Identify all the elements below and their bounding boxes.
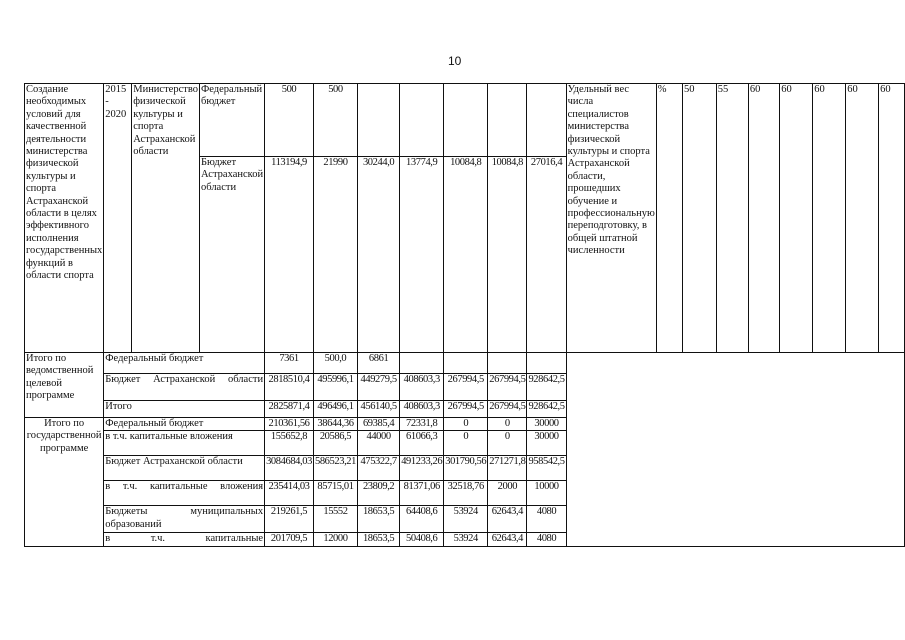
value-cell: 219261,5 — [265, 506, 314, 533]
value-cell: 10084,8 — [444, 157, 488, 353]
value-cell: 4080 — [527, 533, 566, 546]
indicator-value: 60 — [879, 84, 905, 353]
value-cell — [527, 84, 566, 157]
value-cell: 23809,2 — [358, 481, 400, 506]
value-cell: 500 — [313, 84, 357, 157]
indicator-value: 50 — [683, 84, 717, 353]
value-cell: 456140,5 — [358, 401, 400, 418]
value-cell: 500,0 — [313, 353, 357, 374]
value-cell — [400, 353, 444, 374]
row-name: Федеральный бюджет — [104, 418, 265, 431]
value-cell: 50408,6 — [400, 533, 444, 546]
value-cell: 62643,4 — [488, 506, 527, 533]
value-cell: 267994,5 — [488, 401, 527, 418]
value-cell: 2818510,4 — [265, 374, 314, 401]
value-cell: 72331,8 — [400, 418, 444, 431]
value-cell: 928642,5 — [527, 401, 566, 418]
value-cell: 27016,4 — [527, 157, 566, 353]
value-cell: 4080 — [527, 506, 566, 533]
value-cell: 13774,9 — [400, 157, 444, 353]
row-name: Итого — [104, 401, 265, 418]
value-cell: 495996,1 — [313, 374, 357, 401]
value-cell: 53924 — [444, 506, 488, 533]
value-cell: 62643,4 — [488, 533, 527, 546]
value-cell: 6861 — [358, 353, 400, 374]
source-federal: Федеральный бюджет — [199, 84, 264, 157]
value-cell: 235414,03 — [265, 481, 314, 506]
value-cell: 267994,5 — [444, 401, 488, 418]
value-cell: 113194,9 — [265, 157, 314, 353]
value-cell: 958542,5 — [527, 456, 566, 481]
value-cell: 201709,5 — [265, 533, 314, 546]
empty-indicator-area — [566, 353, 904, 547]
value-cell: 496496,1 — [313, 401, 357, 418]
value-cell: 10000 — [527, 481, 566, 506]
value-cell: 0 — [488, 431, 527, 456]
value-cell: 64408,6 — [400, 506, 444, 533]
row-name: Бюджет Астраханской области — [104, 456, 265, 481]
value-cell: 61066,3 — [400, 431, 444, 456]
task-cell: Создание необходимых условий для качественной деятельности министерства физической культуры и спорта Астраханской области в целях эффективного исполнения государственных функций в области спорта — [25, 84, 104, 353]
value-cell: 210361,56 — [265, 418, 314, 431]
value-cell — [400, 84, 444, 157]
value-cell: 18653,5 — [358, 506, 400, 533]
value-cell: 301790,56 — [444, 456, 488, 481]
indicator-value: 60 — [780, 84, 813, 353]
value-cell: 7361 — [265, 353, 314, 374]
indicator-cell: Удельный вес числа специалистов министерства физической культуры и спорта Астраханской области, прошедших обучение и профессиональную переподготовку, в общей штатной численности — [566, 84, 656, 353]
unit-cell: % — [656, 84, 682, 353]
indicator-value: 60 — [748, 84, 779, 353]
value-cell: 30000 — [527, 431, 566, 456]
indicator-value: 60 — [813, 84, 846, 353]
value-cell: 928642,5 — [527, 374, 566, 401]
value-cell: 38644,36 — [313, 418, 357, 431]
value-cell: 408603,3 — [400, 374, 444, 401]
executor-cell: Министерство физической культуры и спорта Астраханской области — [132, 84, 200, 353]
row-name: Бюджеты муниципальных образований — [104, 506, 265, 533]
value-cell: 586523,21 — [313, 456, 357, 481]
value-cell: 10084,8 — [488, 157, 527, 353]
value-cell — [527, 353, 566, 374]
value-cell: 69385,4 — [358, 418, 400, 431]
value-cell — [488, 84, 527, 157]
page-number: 10 — [448, 54, 462, 68]
value-cell: 12000 — [313, 533, 357, 546]
value-cell: 2825871,4 — [265, 401, 314, 418]
state-total-label: Итого по государственной программе — [25, 418, 104, 547]
value-cell: 44000 — [358, 431, 400, 456]
value-cell: 32518,76 — [444, 481, 488, 506]
value-cell — [488, 353, 527, 374]
row-name: Бюджет Астраханской области — [104, 374, 265, 401]
value-cell: 21990 — [313, 157, 357, 353]
value-cell: 30244,0 — [358, 157, 400, 353]
value-cell: 155652,8 — [265, 431, 314, 456]
value-cell: 271271,8 — [488, 456, 527, 481]
value-cell: 30000 — [527, 418, 566, 431]
row-name: в т.ч. капитальные — [105, 533, 264, 545]
row-name: в т.ч. капитальные вложения — [104, 431, 265, 456]
row-name: Федеральный бюджет — [104, 353, 265, 374]
indicator-value: 60 — [846, 84, 879, 353]
value-cell: 491233,26 — [400, 456, 444, 481]
value-cell: 0 — [444, 431, 488, 456]
value-cell: 475322,7 — [358, 456, 400, 481]
years-cell: 2015 - 2020 — [104, 84, 132, 353]
value-cell: 3084684,03 — [265, 456, 314, 481]
value-cell: 0 — [444, 418, 488, 431]
program-table — [24, 83, 905, 547]
value-cell: 267994,5 — [488, 374, 527, 401]
value-cell: 85715,01 — [313, 481, 357, 506]
value-cell — [444, 353, 488, 374]
value-cell: 2000 — [488, 481, 527, 506]
value-cell: 408603,3 — [400, 401, 444, 418]
value-cell: 53924 — [444, 533, 488, 546]
indicator-value: 55 — [716, 84, 748, 353]
value-cell — [444, 84, 488, 157]
value-cell: 81371,06 — [400, 481, 444, 506]
departmental-total-label: Итого по ведомственной целевой программе — [25, 353, 104, 418]
departmental-federal-row — [25, 353, 905, 374]
value-cell: 0 — [488, 418, 527, 431]
value-cell: 20586,5 — [313, 431, 357, 456]
value-cell: 500 — [265, 84, 314, 157]
main-row-federal — [25, 84, 905, 157]
value-cell: 15552 — [313, 506, 357, 533]
value-cell: 449279,5 — [358, 374, 400, 401]
value-cell: 18653,5 — [358, 533, 400, 546]
value-cell: 267994,5 — [444, 374, 488, 401]
source-regional: Бюджет Астраханской области — [199, 157, 264, 353]
row-name: в т.ч. капитальные вложения — [104, 481, 265, 506]
value-cell — [358, 84, 400, 157]
